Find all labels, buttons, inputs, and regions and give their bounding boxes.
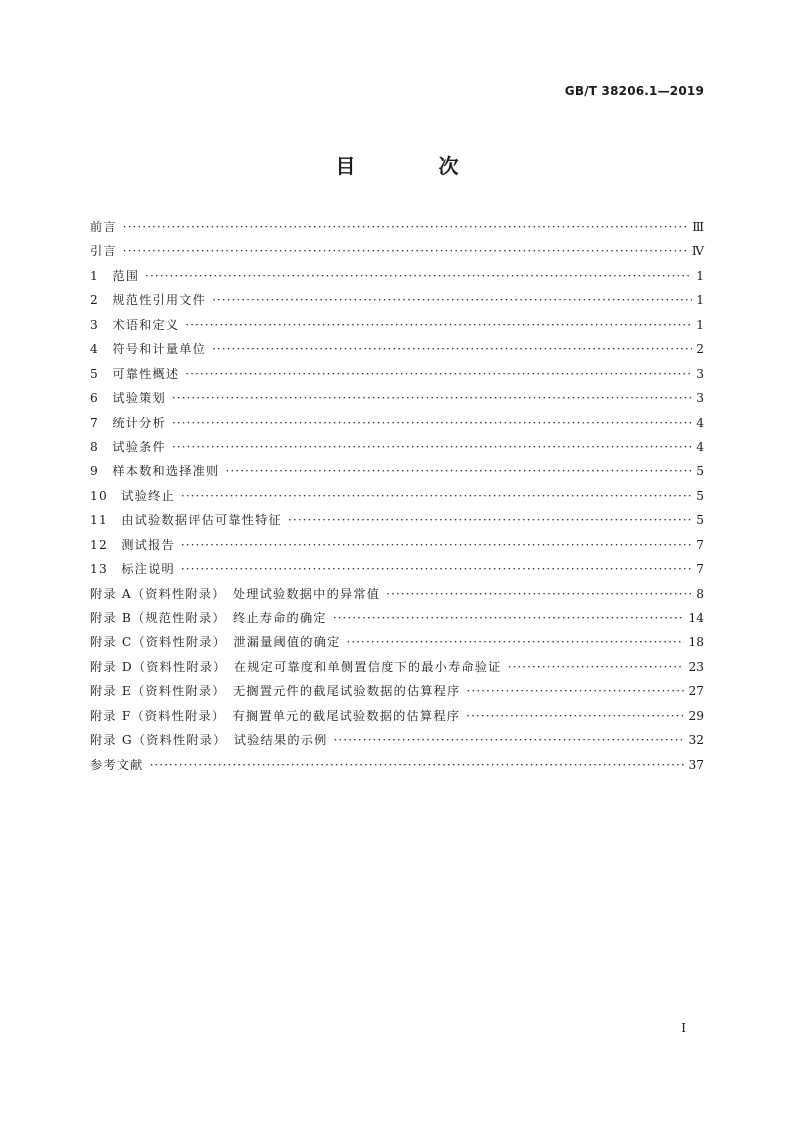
toc-entry[interactable] [90, 606, 704, 630]
dot-leader [172, 386, 692, 410]
toc-entry-label: 附录 G（资料性附录） 试验结果的示例 [90, 733, 328, 748]
standard-code: GB/T 38206.1—2019 [564, 84, 704, 98]
dot-leader [466, 704, 684, 728]
dot-leader [172, 411, 692, 435]
dot-leader [145, 264, 692, 288]
toc-entry-label: 参考文献 [90, 757, 144, 772]
dot-leader [181, 484, 692, 508]
toc-entry-page: 5 [696, 513, 704, 528]
dot-leader [123, 239, 688, 263]
dot-leader [185, 313, 692, 337]
toc-entry[interactable] [90, 264, 704, 288]
toc-entry-page: 3 [696, 391, 704, 406]
toc-entry[interactable] [90, 215, 704, 239]
toc-entry[interactable] [90, 533, 704, 557]
toc-entry[interactable] [90, 435, 704, 459]
toc-entry[interactable] [90, 288, 704, 312]
toc-entry-page: Ⅲ [692, 220, 704, 234]
page-number: I [681, 1021, 686, 1035]
dot-leader [181, 557, 692, 581]
toc-entry[interactable] [90, 557, 704, 581]
toc-entry-label: 附录 C（资料性附录） 泄漏量阈值的确定 [90, 635, 341, 650]
table-of-contents [90, 215, 704, 777]
toc-entry-page: 4 [696, 415, 704, 430]
dot-leader [334, 728, 685, 752]
dot-leader [508, 655, 685, 679]
toc-entry-page: Ⅳ [691, 244, 704, 259]
toc-entry-label: 附录 A（资料性附录） 处理试验数据中的异常值 [90, 586, 381, 601]
toc-entry-label: 4 符号和计量单位 [90, 342, 207, 357]
toc-entry-label: 2 规范性引用文件 [90, 293, 207, 308]
toc-entry-page: 14 [688, 611, 704, 625]
toc-entry-page: 2 [696, 342, 704, 357]
toc-entry[interactable] [90, 704, 704, 728]
dot-leader [212, 288, 692, 312]
toc-entry[interactable] [90, 679, 704, 703]
toc-entry[interactable] [90, 484, 704, 508]
toc-entry[interactable] [90, 753, 704, 777]
toc-entry-label: 3 术语和定义 [90, 317, 180, 332]
toc-entry[interactable] [90, 386, 704, 410]
dot-leader [288, 508, 692, 532]
toc-entry[interactable] [90, 411, 704, 435]
toc-entry-page: 8 [696, 586, 704, 601]
toc-entry[interactable] [90, 582, 704, 606]
toc-entry-page: 18 [688, 635, 704, 650]
toc-entry-label: 12 测试报告 [90, 537, 175, 552]
toc-entry-page: 37 [688, 757, 704, 772]
dot-leader [467, 679, 685, 703]
page-title: 目 次 [335, 154, 497, 178]
dot-leader [333, 606, 685, 630]
toc-entry-label: 前言 [90, 220, 117, 234]
toc-entry-page: 1 [696, 293, 704, 308]
toc-entry-page: 23 [688, 659, 704, 674]
toc-entry-page: 1 [696, 317, 704, 332]
toc-entry-page: 3 [696, 366, 704, 381]
toc-entry-label: 11 由试验数据评估可靠性特征 [90, 513, 282, 528]
dot-leader [225, 459, 692, 483]
dot-leader [212, 337, 692, 361]
toc-entry-page: 4 [696, 439, 704, 454]
toc-entry-page: 7 [696, 562, 704, 577]
toc-entry-page: 5 [696, 488, 704, 503]
toc-entry[interactable] [90, 239, 704, 263]
toc-entry-page: 32 [688, 733, 704, 748]
toc-entry[interactable] [90, 728, 704, 752]
toc-entry-label: 附录 E（资料性附录） 无搁置元件的截尾试验数据的估算程序 [90, 684, 461, 699]
toc-entry-label: 5 可靠性概述 [90, 366, 180, 381]
toc-entry-page: 7 [696, 537, 704, 552]
toc-entry[interactable] [90, 337, 704, 361]
dot-leader [185, 362, 692, 386]
toc-entry[interactable] [90, 313, 704, 337]
toc-entry[interactable] [90, 630, 704, 654]
toc-entry-page: 27 [688, 684, 704, 699]
toc-entry-label: 13 标注说明 [90, 562, 175, 577]
toc-entry-label: 6 试验策划 [90, 391, 166, 406]
toc-entry-page: 5 [696, 464, 704, 479]
toc-entry-label: 引言 [90, 244, 117, 259]
toc-entry[interactable] [90, 459, 704, 483]
toc-entry-label: 附录 F（资料性附录） 有搁置单元的截尾试验数据的估算程序 [90, 708, 461, 723]
toc-entry-label: 附录 B（规范性附录） 终止寿命的确定 [90, 611, 327, 625]
toc-entry[interactable] [90, 508, 704, 532]
toc-entry-label: 1 范围 [90, 268, 140, 283]
toc-entry[interactable] [90, 362, 704, 386]
dot-leader [181, 533, 692, 557]
toc-entry[interactable] [90, 655, 704, 679]
toc-entry-label: 7 统计分析 [90, 415, 166, 430]
toc-entry-page: 1 [696, 268, 704, 283]
dot-leader [386, 582, 692, 606]
toc-entry-label: 10 试验终止 [90, 488, 175, 503]
dot-leader [346, 630, 684, 654]
dot-leader [123, 215, 688, 239]
toc-entry-page: 29 [688, 708, 704, 723]
toc-entry-label: 9 样本数和选择准则 [90, 464, 220, 479]
dot-leader [172, 435, 692, 459]
toc-entry-label: 8 试验条件 [90, 439, 166, 454]
dot-leader [150, 753, 685, 777]
toc-entry-label: 附录 D（资料性附录） 在规定可靠度和单侧置信度下的最小寿命验证 [90, 659, 502, 674]
